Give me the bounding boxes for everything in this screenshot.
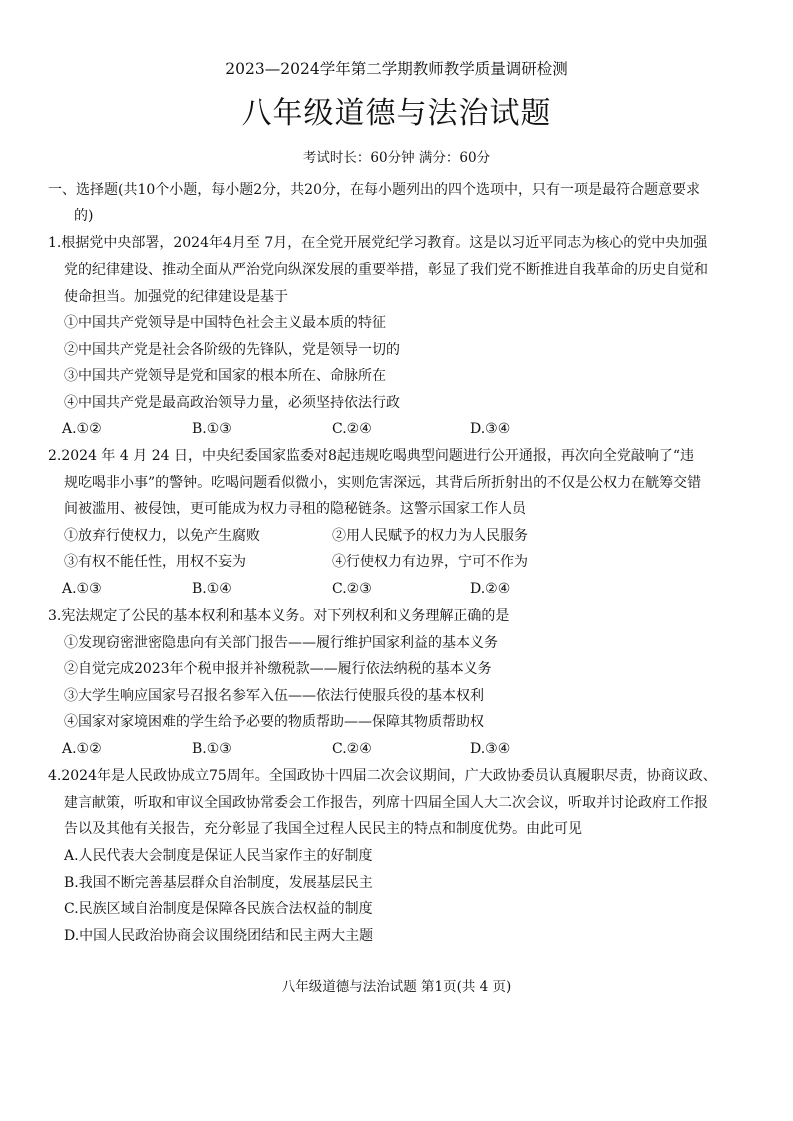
q2-stem-line: 规吃喝非小事”的警钟。吃喝问题看似微小，实则危害深远，其背后所折射出的不仅是公权力在觥筹交错	[64, 475, 702, 491]
q1-stem-line: 1.根据党中央部署，2024年4月至 7月，在全党开展党纪学习教育。这是以习近平同志为核心的党中央加强	[48, 235, 708, 251]
q3-item: ③大学生响应国家号召报名参军入伍——依法行使服兵役的基本权利	[64, 688, 484, 704]
page-footer: 八年级道德与法治试题 第1页(共 4 页)	[281, 979, 512, 995]
q2-stem-line: 间被滥用、被侵蚀，更可能成为权力寻租的隐秘链条。这警示国家工作人员	[64, 501, 526, 517]
q4-option-c: C.民族区域自治制度是保障各民族合法权益的制度	[64, 901, 373, 917]
q1-option-d: D.③④	[470, 421, 511, 437]
exam-title: 八年级道德与法治试题	[241, 96, 552, 131]
q4-option-a: A.人民代表大会制度是保证人民当家作主的好制度	[64, 848, 373, 864]
q4-stem-line: 告以及其他有关报告，充分彰显了我国全过程人民民主的特点和制度优势。由此可见	[64, 821, 582, 837]
q2-item: ②用人民赋予的权力为人民服务	[332, 528, 528, 544]
q1-option-a: A.①②	[62, 421, 102, 437]
q2-item: ①放弃行使权力，以免产生腐败	[64, 528, 260, 544]
q2-item: ④行使权力有边界，宁可不作为	[332, 554, 528, 570]
section-heading-cont: 的)	[74, 208, 94, 224]
q3-option-c: C.②④	[332, 741, 372, 757]
q3-stem-line: 3.宪法规定了公民的基本权利和基本义务。对下列权利和义务理解正确的是	[48, 608, 510, 624]
q4-option-d: D.中国人民政治协商会议围绕团结和民主两大主题	[64, 928, 374, 944]
q1-option-b: B.①③	[192, 421, 232, 437]
q1-item: ①中国共产党领导是中国特色社会主义最本质的特征	[64, 315, 386, 331]
exam-info: 考试时长：60分钟 满分：60分	[302, 150, 491, 166]
q2-stem-line: 2.2024 年 4 月 24 日，中央纪委国家监委对8起违规吃喝典型问题进行公开通报，再次向全党敲响了“违	[48, 448, 695, 464]
q3-item: ④国家对家境困难的学生给予必要的物质帮助——保障其物质帮助权	[64, 714, 484, 730]
q1-option-c: C.②④	[332, 421, 372, 437]
section-heading: 一、选择题(共10个小题，每小题2分，共20分，在每小题列出的四个选项中，只有一项是最符合题意要求	[48, 182, 700, 198]
q4-stem-line: 建言献策，听取和审议全国政协常委会工作报告，列席十四届全国人大二次会议，听取并讨论政府工作报	[64, 795, 708, 811]
q1-stem-line: 党的纪律建设、推动全面从严治党向纵深发展的重要举措，彰显了我们党不断推进自我革命的历史自觉和	[64, 262, 708, 278]
q3-item: ②自觉完成2023年个税申报并补缴税款——履行依法纳税的基本义务	[64, 661, 492, 677]
q3-option-b: B.①③	[192, 741, 232, 757]
q1-stem-line: 使命担当。加强党的纪律建设是基于	[64, 289, 288, 305]
q2-option-c: C.②③	[332, 581, 372, 597]
q2-option-d: D.②④	[470, 581, 511, 597]
q3-option-a: A.①②	[62, 741, 102, 757]
q4-option-b: B.我国不断完善基层群众自治制度，发展基层民主	[64, 875, 373, 891]
q1-item: ④中国共产党是最高政治领导力量，必须坚持依法行政	[64, 395, 400, 411]
q1-item: ③中国共产党领导是党和国家的根本所在、命脉所在	[64, 368, 386, 384]
q1-item: ②中国共产党是社会各阶级的先锋队，党是领导一切的	[64, 342, 400, 358]
q3-item: ①发现窃密泄密隐患向有关部门报告——履行维护国家利益的基本义务	[64, 635, 498, 651]
q2-option-a: A.①③	[62, 581, 102, 597]
exam-subtitle: 2023—2024学年第二学期教师教学质量调研检测	[225, 60, 568, 78]
q4-stem-line: 4.2024年是人民政协成立75周年。全国政协十四届二次会议期间，广大政协委员认真履职尽责，协商议政、	[48, 768, 717, 784]
q3-option-d: D.③④	[470, 741, 511, 757]
q2-option-b: B.①④	[192, 581, 232, 597]
q2-item: ③有权不能任性，用权不妄为	[64, 554, 246, 570]
